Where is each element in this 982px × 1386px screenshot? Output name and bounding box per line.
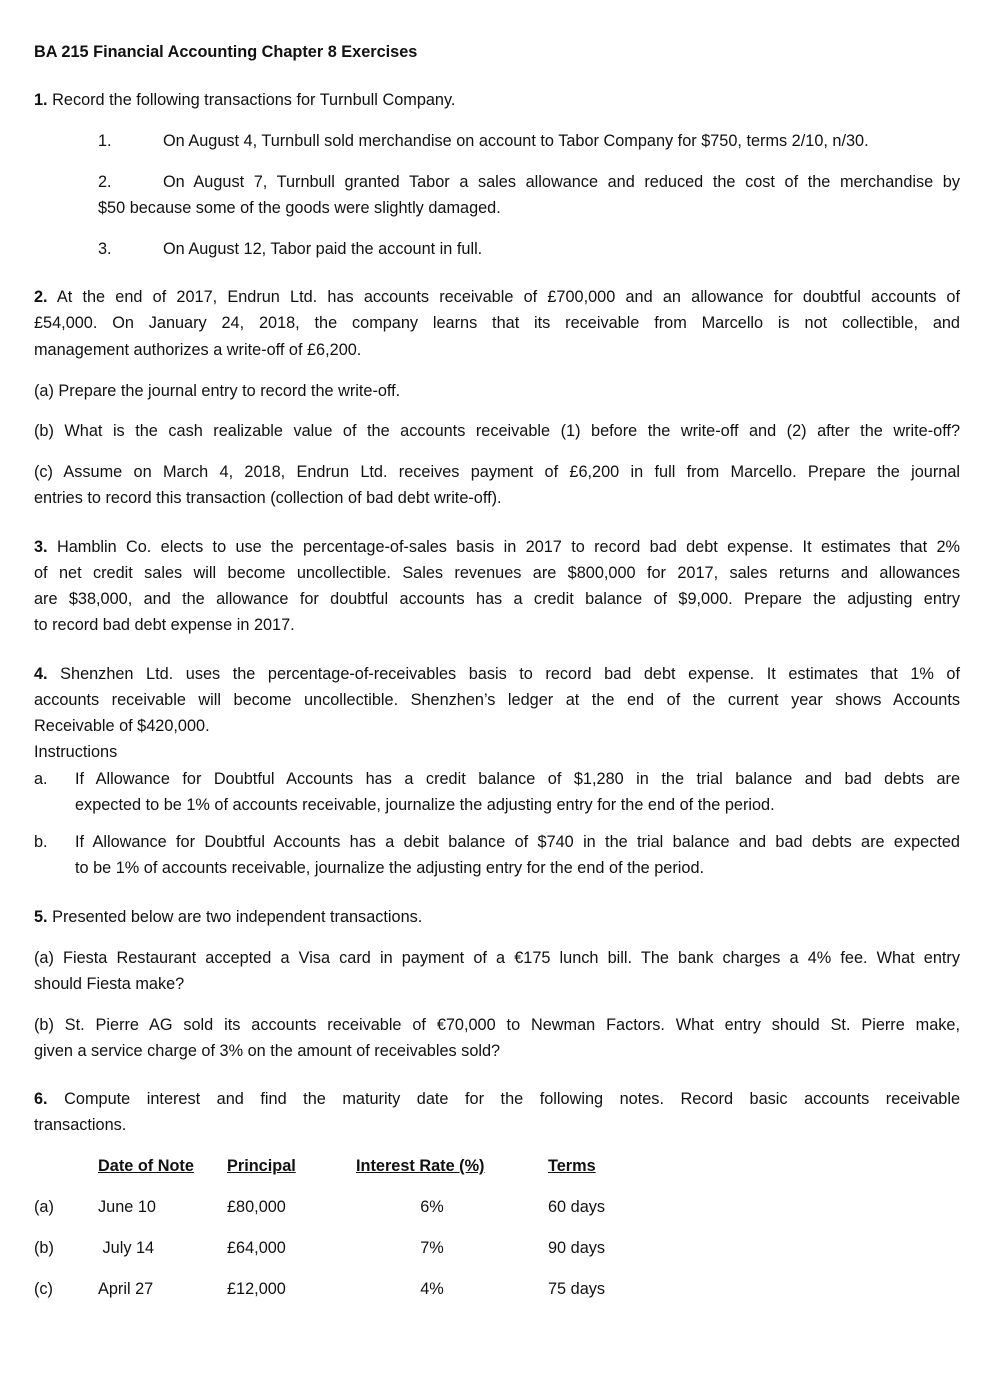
row-terms: 90 days	[548, 1239, 606, 1257]
row-terms: 60 days	[548, 1198, 606, 1216]
q1-text: Record the following transactions for Turnbull Company.	[52, 91, 456, 109]
q5-part-b-line1: (b) St. Pierre AG sold its accounts receivable of €70,000 to Newman Factors. What entry should St. Pierre make,	[34, 1016, 960, 1034]
q1-item-3-number: 3.	[98, 240, 112, 258]
row-date: April 27	[98, 1280, 154, 1298]
table-header-rate: Interest Rate (%)	[356, 1157, 485, 1175]
q1-number: 1.	[34, 91, 48, 109]
table-header-terms: Terms	[548, 1157, 596, 1175]
document-title: BA 215 Financial Accounting Chapter 8 Exercises	[34, 43, 418, 61]
q1-item-2-text-line1: On August 7, Turnbull granted Tabor a sales allowance and reduced the cost of the merchandise by	[163, 173, 960, 191]
q6-line-2: transactions.	[34, 1116, 127, 1134]
row-date: July 14	[98, 1239, 155, 1257]
q6-line-1	[34, 1089, 960, 1109]
q2-part-c-line2: entries to record this transaction (collection of bad debt write-off).	[34, 489, 502, 507]
q5-part-b-line2: given a service charge of 3% on the amount of receivables sold?	[34, 1042, 501, 1060]
q4-line-3: Receivable of $420,000.	[34, 717, 210, 735]
q1-item-2-text-line2: $50 because some of the goods were slightly damaged.	[98, 199, 501, 217]
q6-number: 6.	[34, 1090, 48, 1108]
q5-text: Presented below are two independent transactions.	[52, 908, 423, 926]
row-principal: £80,000	[227, 1198, 286, 1216]
q4-line-2: accounts receivable will become uncollectible. Shenzhen’s ledger at the end of the current year shows Accounts	[34, 691, 960, 709]
table-header-date: Date of Note	[98, 1157, 194, 1175]
q2-line-1-text: At the end of 2017, Endrun Ltd. has accounts receivable of £700,000 and an allowance for doubtful accounts of	[56, 288, 960, 306]
q4-line-1-text: Shenzhen Ltd. uses the percentage-of-receivables basis to record bad debt expense. It estimates that 1% of	[60, 665, 960, 683]
q2-part-c-line1: (c) Assume on March 4, 2018, Endrun Ltd. receives payment of £6,200 in full from Marcello. Prepare the journal	[34, 463, 960, 481]
q3-number: 3.	[34, 538, 48, 556]
q2-line-2: £54,000. On January 24, 2018, the company learns that its receivable from Marcello is not collectible, and	[34, 314, 960, 332]
q1-item-1-text: On August 4, Turnbull sold merchandise on account to Tabor Company for $750, terms 2/10, n/30.	[163, 132, 869, 150]
q4-part-b-line2: to be 1% of accounts receivable, journalize the adjusting entry for the end of the period.	[75, 859, 705, 877]
q3-line-4: to record bad debt expense in 2017.	[34, 616, 295, 634]
row-label: (a)	[34, 1198, 54, 1216]
q4-part-b-label: b.	[34, 833, 48, 851]
row-label: (c)	[34, 1280, 53, 1298]
row-principal: £12,000	[227, 1280, 286, 1298]
q3-line-3: are $38,000, and the allowance for doubtful accounts has a credit balance of $9,000. Prepare the adjusting entry	[34, 590, 960, 608]
q1-prompt	[34, 90, 960, 110]
row-principal: £64,000	[227, 1239, 286, 1257]
row-date: June 10	[98, 1198, 156, 1216]
q3-line-2: of net credit sales will become uncollectible. Sales revenues are $800,000 for 2017, sales returns and allowances	[34, 564, 960, 582]
q2-line-1	[34, 287, 960, 307]
q1-item-1-number: 1.	[98, 132, 112, 150]
q4-part-a-line2: expected to be 1% of accounts receivable, journalize the adjusting entry for the end of the period.	[75, 796, 775, 814]
q5-number: 5.	[34, 908, 48, 926]
q1-item-2-number: 2.	[98, 173, 112, 191]
q1-item-3-text: On August 12, Tabor paid the account in full.	[163, 240, 483, 258]
q2-number: 2.	[34, 288, 48, 306]
table-header-principal: Principal	[227, 1157, 296, 1175]
q3-line-1	[34, 537, 960, 557]
q2-part-b: (b) What is the cash realizable value of the accounts receivable (1) before the write-off and (2) after the write-off?	[34, 422, 960, 440]
q4-part-a-label: a.	[34, 770, 48, 788]
row-rate: 7%	[420, 1239, 444, 1257]
row-label: (b)	[34, 1239, 54, 1257]
q2-line-3: management authorizes a write-off of £6,200.	[34, 341, 362, 359]
q5-part-a-line1: (a) Fiesta Restaurant accepted a Visa card in payment of a €175 lunch bill. The bank charges a 4% fee. What entry	[34, 949, 960, 967]
q5-prompt	[34, 907, 960, 927]
q4-line-1	[34, 664, 960, 684]
q3-line-1-text: Hamblin Co. elects to use the percentage-of-sales basis in 2017 to record bad debt expense. It estimates that 2%	[56, 538, 960, 556]
q5-part-a-line2: should Fiesta make?	[34, 975, 185, 993]
q4-part-b-line1: If Allowance for Doubtful Accounts has a debit balance of $740 in the trial balance and bad debts are expected	[75, 833, 960, 851]
row-terms: 75 days	[548, 1280, 606, 1298]
q6-line-1-text: Compute interest and find the maturity date for the following notes. Record basic accounts receivable	[64, 1090, 960, 1108]
row-rate: 4%	[420, 1280, 444, 1298]
q4-part-a-line1: If Allowance for Doubtful Accounts has a credit balance of $1,280 in the trial balance and bad debts are	[75, 770, 960, 788]
q2-part-a: (a) Prepare the journal entry to record the write-off.	[34, 382, 401, 400]
q4-number: 4.	[34, 665, 48, 683]
q4-instructions-label: Instructions	[34, 743, 118, 761]
row-rate: 6%	[420, 1198, 444, 1216]
